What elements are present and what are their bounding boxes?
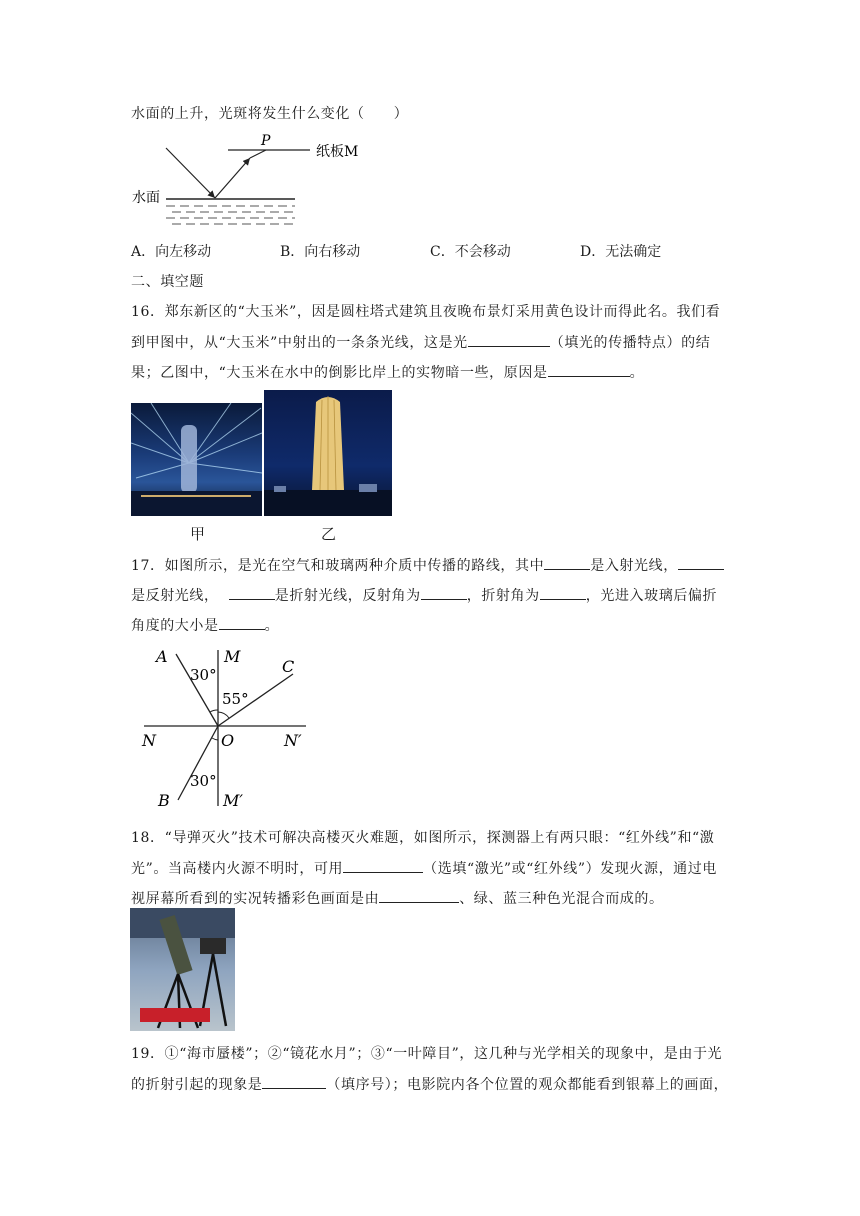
q15-reflection-diagram — [128, 130, 368, 235]
q19-blank-1[interactable] — [262, 1074, 326, 1089]
q17-line2-text-b: 是折射光线，反射角为 — [274, 588, 421, 604]
q17-refraction-diagram — [138, 642, 316, 812]
q16-line2-text-b: （填光的传播特点）的结 — [549, 335, 711, 351]
q17-blank-incident[interactable] — [544, 555, 590, 570]
photo-yi-tower — [264, 390, 392, 516]
q17-line2-text-d: ，光进入玻璃后偏折 — [585, 588, 718, 604]
q17-blank-reflection-angle[interactable] — [421, 585, 467, 600]
q17-blank-deflection[interactable] — [219, 615, 265, 630]
q16-line1: 16．郑东新区的“大玉米”，因是圆柱塔式建筑且夜晚布景灯采用黄色设计而得此名。我们看 — [131, 304, 721, 320]
angle-30-bottom: 30° — [190, 772, 217, 790]
caption-jia: 甲 — [190, 525, 206, 543]
label-c: C — [282, 657, 295, 676]
section-title: 二、填空题 — [131, 274, 204, 290]
label-m: M — [224, 647, 241, 666]
q17-line3-text-b: 。 — [264, 618, 280, 634]
q18-line3-text-b: 、绿、蓝三种色光混合而成的。 — [459, 891, 664, 907]
q17-line1-text-a: 17．如图所示，是光在空气和玻璃两种介质中传播的路线，其中 — [131, 558, 545, 574]
q18-line3-text-a: 视屏幕所看到的实况转播彩色画面是由 — [131, 891, 380, 907]
q15-stem-tail: 水面的上升，光斑将发生什么变化（ ） — [131, 106, 409, 122]
q17-line3-text-a: 角度的大小是 — [131, 618, 219, 634]
q16-line3 — [131, 362, 644, 383]
water-label: 水面 — [132, 190, 160, 206]
photo-jia-light-beams — [131, 403, 262, 516]
q17-blank-reflected[interactable] — [678, 555, 724, 570]
photo-detector — [130, 908, 235, 1031]
q18-blank-2[interactable] — [379, 888, 459, 903]
q18-line3 — [131, 888, 664, 909]
q18-line1: 18．“导弹灭火”技术可解决高楼灭火难题，如图所示，探测器上有两只眼：“红外线”和“激 — [131, 830, 715, 846]
q16-line3-text-a: 果；乙图中，“大玉米在水中的倒影比岸上的实物暗一些，原因是 — [131, 365, 548, 381]
caption-yi: 乙 — [321, 525, 337, 543]
q18-line2-text-a: 光”。当高楼内火源不明时，可用 — [131, 861, 344, 877]
label-a: A — [156, 647, 168, 666]
q19-line1: 19．①“海市蜃楼”；②“镜花水月”；③“一叶障目”，这几种与光学相关的现象中，是由于光 — [131, 1046, 723, 1062]
q16-blank-1[interactable] — [468, 332, 550, 347]
q17-blank-refracted[interactable] — [229, 585, 275, 600]
q16-blank-2[interactable] — [548, 362, 630, 377]
option-a: A．向左移动 — [131, 244, 212, 260]
q17-line3 — [131, 615, 279, 636]
q16-line3-text-b: 。 — [629, 365, 645, 381]
q17-line1 — [131, 555, 724, 576]
board-label: 纸板M — [316, 144, 359, 160]
label-n: N — [142, 731, 156, 750]
q16-line2-text-a: 到甲图中，从“大玉米”中射出的一条条光线，这是光 — [131, 335, 468, 351]
q18-line2 — [131, 858, 717, 879]
angle-55: 55° — [222, 690, 249, 708]
label-n-prime: N′ — [284, 731, 302, 750]
label-o: O — [221, 731, 235, 750]
q19-line2-text-a: 的折射引起的现象是 — [131, 1077, 263, 1093]
q17-line2 — [131, 585, 717, 606]
label-b: B — [158, 791, 170, 810]
q17-line2-text-a: 是反射光线， — [131, 588, 219, 604]
q18-line2-text-b: （选填“激光”或“红外线”）发现火源，通过电 — [423, 861, 717, 877]
label-m-prime: M′ — [223, 791, 244, 810]
q17-line2-text-c: ，折射角为 — [466, 588, 540, 604]
point-p-label: P — [261, 133, 271, 149]
angle-30-top: 30° — [190, 666, 217, 684]
option-c: C．不会移动 — [430, 244, 511, 260]
q19-line2-text-b: （填序号）；电影院内各个位置的观众都能看到银幕上的画面， — [326, 1077, 729, 1093]
q17-blank-refraction-angle[interactable] — [540, 585, 586, 600]
option-d: D．无法确定 — [580, 244, 662, 260]
q16-line2 — [131, 332, 710, 353]
option-b: B．向右移动 — [280, 244, 361, 260]
q18-blank-1[interactable] — [343, 858, 423, 873]
q19-line2 — [131, 1074, 728, 1095]
q17-line1-text-b: 是入射光线， — [590, 558, 678, 574]
